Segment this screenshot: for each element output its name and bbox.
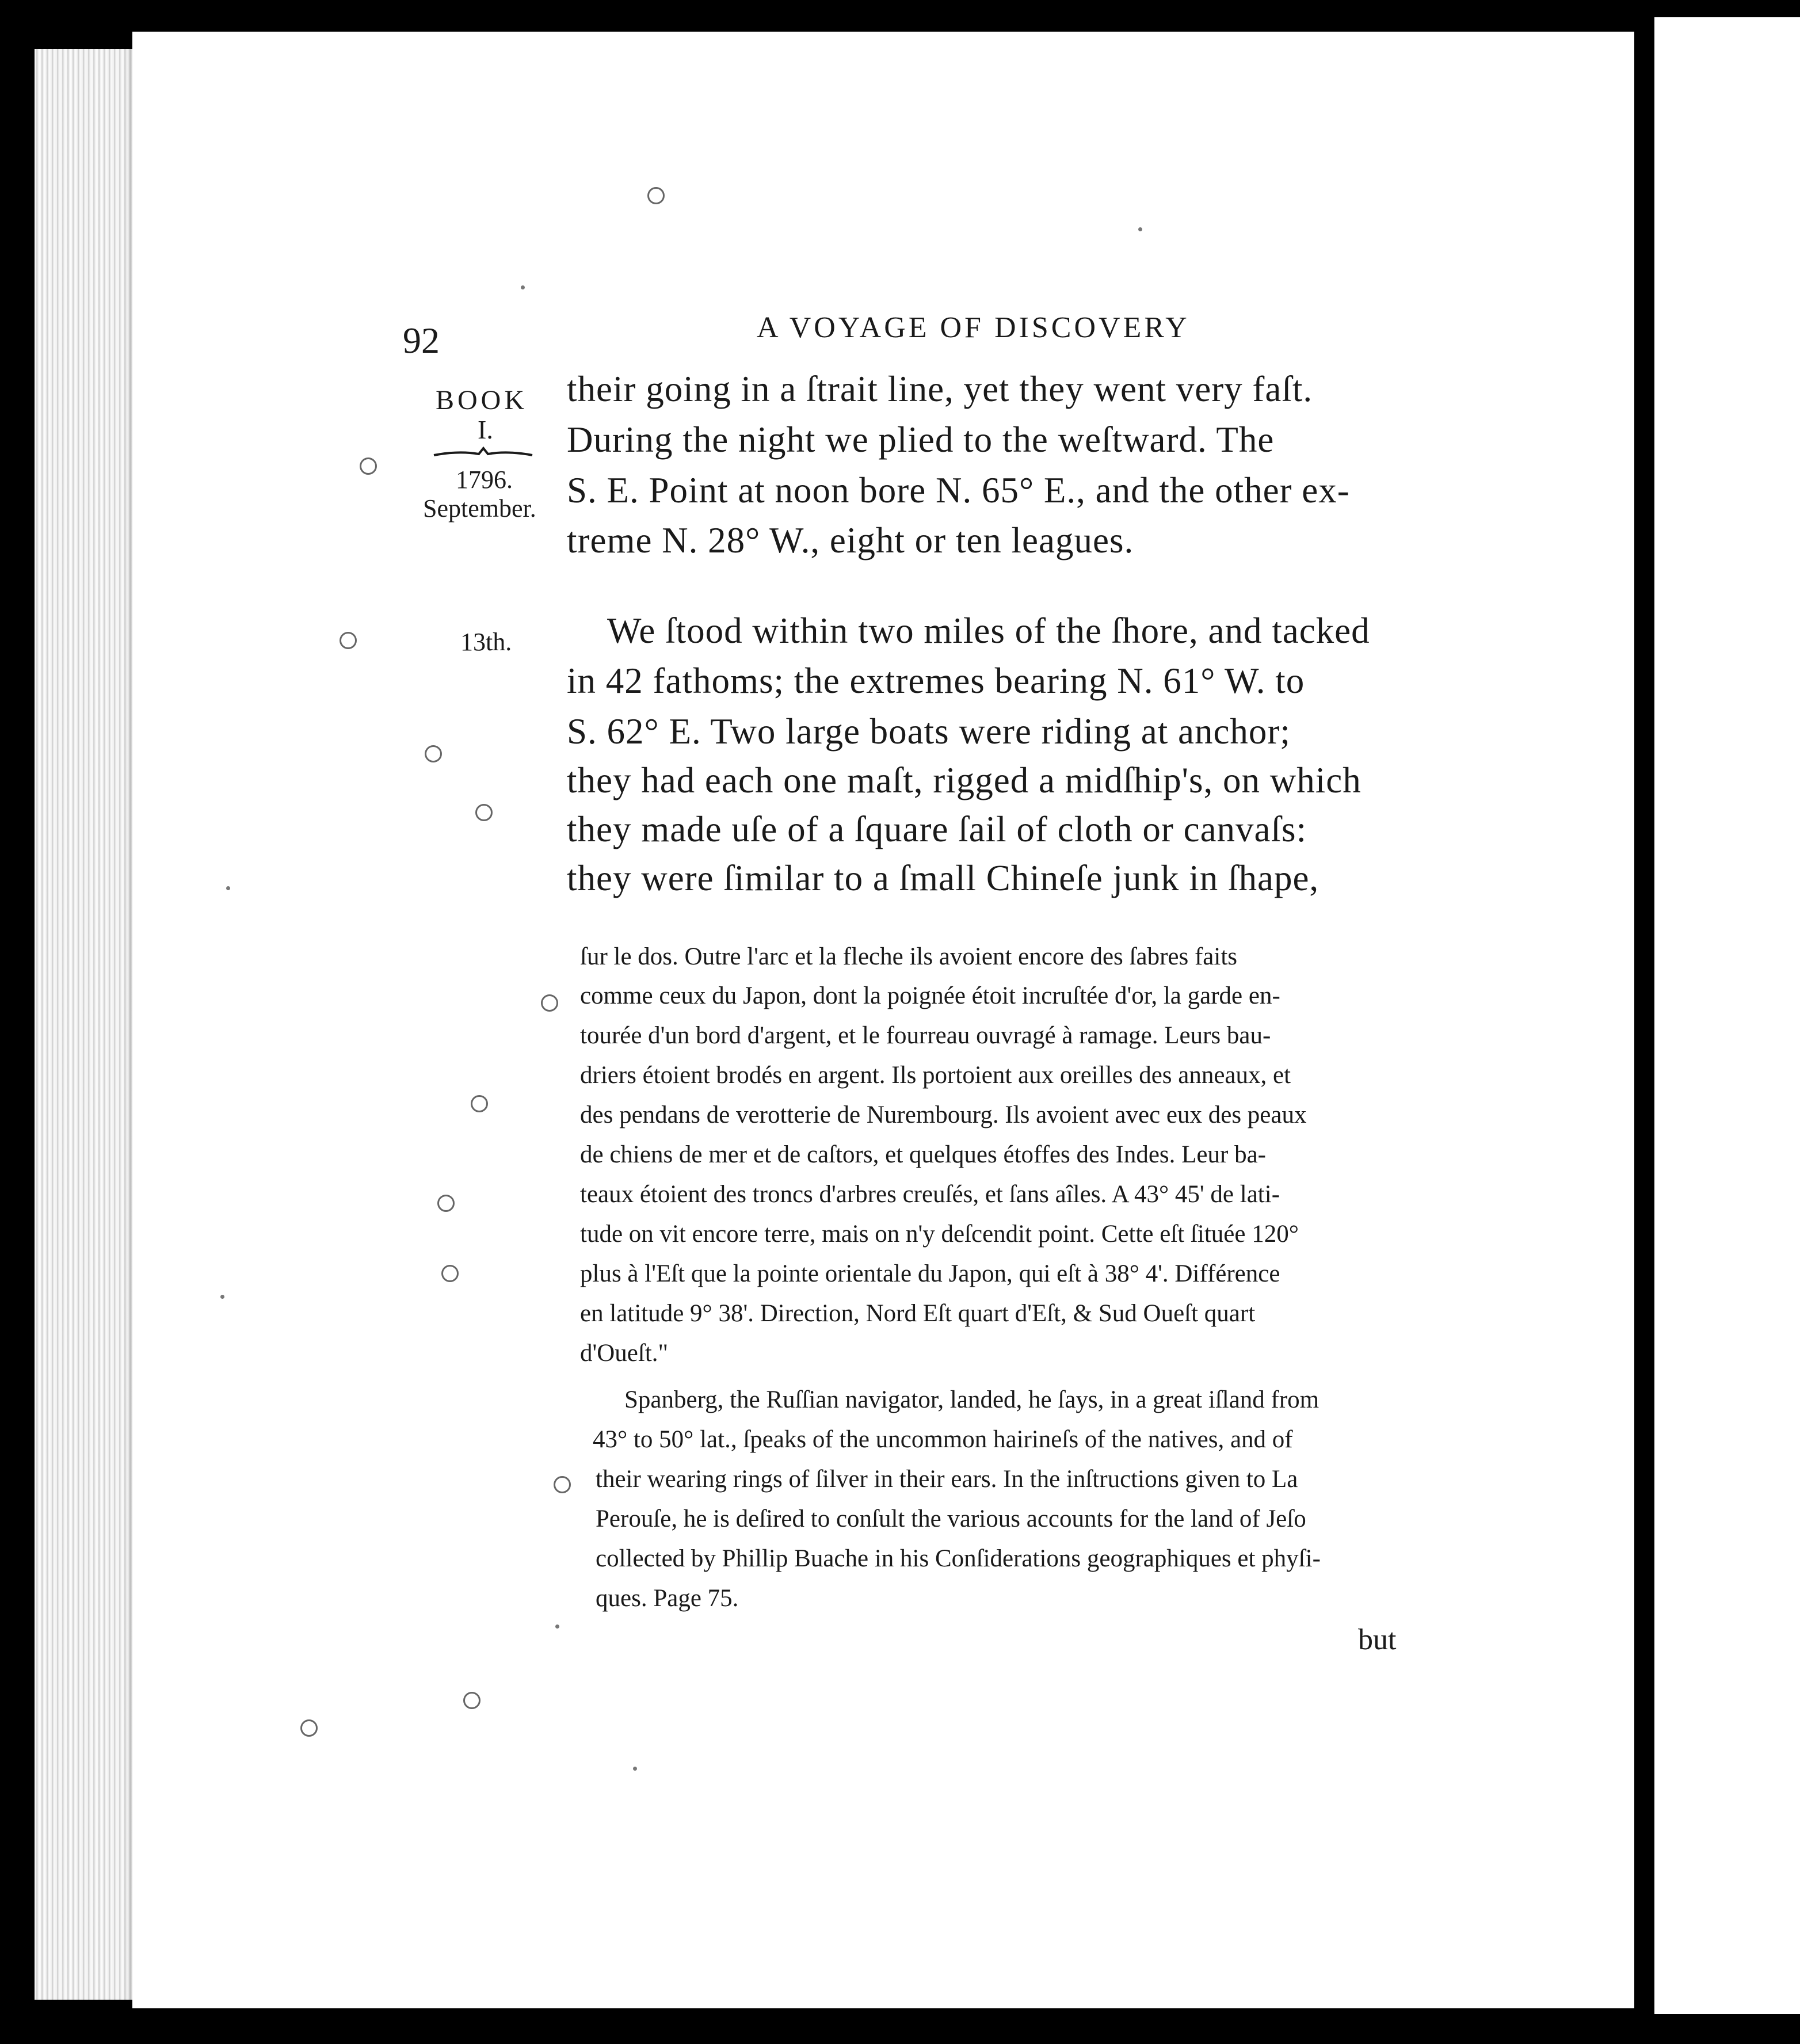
body-line: their going in a ſtrait line, yet they went very faſt.	[567, 369, 1313, 409]
ink-speck	[633, 1767, 637, 1771]
footnote-line: 43° to 50° lat., ſpeaks of the uncommon hairineſs of the natives, and of	[593, 1426, 1293, 1453]
punch-hole-mark	[340, 632, 357, 649]
ink-speck	[521, 285, 525, 289]
footnote-line: comme ceux du Japon, dont la poignée étoit incruſtée d'or, la garde en-	[580, 982, 1280, 1009]
body-line: they made uſe of a ſquare ſail of cloth or canvaſs:	[567, 809, 1307, 849]
facing-page	[1654, 17, 1800, 2014]
footnote-line: tude on vit encore terre, mais on n'y deſcendit point. Cette eſt ſituée 120°	[580, 1221, 1299, 1248]
brace-ornament	[433, 446, 533, 459]
punch-hole-mark	[425, 745, 442, 762]
footnote-line: teaux étoient des troncs d'arbres creuſés, et ſans aîles. A 43° 45' de lati-	[580, 1181, 1280, 1208]
body-line: During the night we plied to the weſtward. The	[567, 420, 1275, 460]
ink-speck	[1138, 227, 1142, 231]
footnote-line: plus à l'Eſt que la pointe orientale du Japon, qui eſt à 38° 4'. Différence	[580, 1260, 1280, 1287]
page-number: 92	[403, 320, 440, 361]
catchword: but	[1358, 1623, 1397, 1656]
body-line: S. E. Point at noon bore N. 65° E., and the other ex-	[567, 470, 1350, 510]
ink-speck	[226, 886, 230, 890]
sidenote-book: BOOK	[436, 385, 528, 415]
sidenote-year: 1796.	[456, 466, 513, 494]
footnote-line: ſur le dos. Outre l'arc et la fleche ils avoient encore des ſabres faits	[580, 943, 1237, 970]
body-line: treme N. 28° W., eight or ten leagues.	[567, 520, 1134, 560]
punch-hole-mark	[441, 1265, 459, 1282]
body-line: they had each one maſt, rigged a midſhip's, on which	[567, 760, 1362, 800]
footnote-line: collected by Phillip Buache in his Conſiderations geographiques et phyſi-	[596, 1545, 1321, 1572]
punch-hole-mark	[360, 457, 377, 475]
body-line: they were ſimilar to a ſmall Chineſe junk in ſhape,	[567, 858, 1320, 898]
sidenote-day: 13th.	[460, 628, 512, 656]
body-line: S. 62° E. Two large boats were riding at anchor;	[567, 711, 1291, 752]
punch-hole-mark	[554, 1476, 571, 1493]
punch-hole-mark	[471, 1095, 488, 1112]
ink-speck	[555, 1624, 559, 1629]
body-line: in 42 fathoms; the extremes bearing N. 61° W. to	[567, 661, 1305, 701]
footnote-line: des pendans de verotterie de Nurembourg. Ils avoient avec eux des peaux	[580, 1101, 1307, 1128]
footnote-line: their wearing rings of ſilver in their ears. In the inſtructions given to La	[596, 1466, 1298, 1493]
punch-hole-mark	[463, 1692, 480, 1709]
punch-hole-mark	[475, 804, 493, 821]
punch-hole-mark	[437, 1195, 455, 1212]
punch-hole-mark	[647, 187, 665, 204]
ink-speck	[220, 1295, 224, 1299]
book-gutter	[1634, 32, 1654, 2008]
footnote-line: en latitude 9° 38'. Direction, Nord Eſt quart d'Eſt, & Sud Oueſt quart	[580, 1300, 1256, 1327]
footnote-line: Perouſe, he is deſired to conſult the various accounts for the land of Jeſo	[596, 1505, 1306, 1532]
footnote-line: de chiens de mer et de caſtors, et quelques étoffes des Indes. Leur ba-	[580, 1141, 1266, 1168]
sidenote-month: September.	[423, 494, 536, 523]
body-line: We ſtood within two miles of the ſhore, and tacked	[607, 611, 1370, 651]
punch-hole-mark	[541, 994, 558, 1012]
sidenote-volume: I.	[478, 415, 493, 444]
footnote-line: ques. Page 75.	[596, 1585, 739, 1612]
footnote-line: d'Oueſt."	[580, 1340, 669, 1367]
running-title: A VOYAGE OF DISCOVERY	[757, 311, 1190, 344]
footnote-line: driers étoient brodés en argent. Ils portoient aux oreilles des anneaux, et	[580, 1062, 1291, 1089]
footnote-line: Spanberg, the Ruſſian navigator, landed, he ſays, in a great iſland from	[624, 1386, 1320, 1413]
punch-hole-mark	[300, 1719, 318, 1737]
footnote-line: tourée d'un bord d'argent, et le fourreau ouvragé à ramage. Leurs bau-	[580, 1022, 1271, 1049]
